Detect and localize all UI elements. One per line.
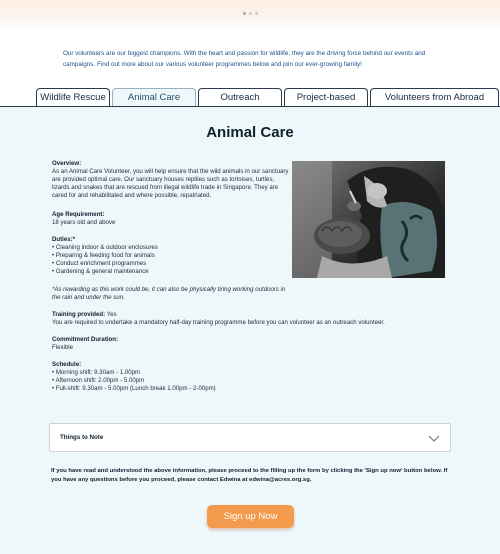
tab-animal-care[interactable]: Animal Care: [112, 88, 196, 106]
age-text: 18 years old and above: [52, 219, 116, 227]
carousel-dot[interactable]: [255, 12, 258, 15]
duties-heading: Duties:*: [52, 236, 76, 243]
schedule-item: • Afternoon shift: 2.00pm - 5.00pm: [52, 377, 145, 385]
tab-volunteers-abroad[interactable]: Volunteers from Abroad: [370, 88, 499, 106]
training-text: You are required to undertake a mandatory half-day training programme before you can volunteer as an outreach volunteer.: [52, 319, 385, 327]
volunteer-feeding-turtle-photo: [292, 161, 445, 278]
chevron-down-icon[interactable]: [428, 433, 440, 443]
age-heading: Age Requirement:: [52, 211, 105, 218]
commitment-text: Flexible: [52, 344, 73, 352]
carousel-dot[interactable]: [249, 12, 252, 15]
signup-instructions: If you have read and understood the above information, please proceed to the filling up the form by clicking the 'Sign up now' button below. If you have any questions before you proceed, please contact Edwina at edwina@acres.org.sg.: [51, 468, 448, 483]
overview-heading: Overview:: [52, 160, 82, 167]
overview-text: As an Animal Care Volunteer, you will help ensure that the wild animals in our sanctuary are provided optimal care. Our sanctuary houses reptiles such as tortoises, turtles, lizards and snakes that are rescued from illegal wildlife trade in Singapore. They are cared for and rehabilitated and where possible, repatriated.: [52, 168, 289, 200]
commitment-heading: Commitment Duration:: [52, 336, 119, 343]
tab-outreach[interactable]: Outreach: [198, 88, 282, 106]
carousel-dot[interactable]: [243, 12, 246, 15]
duty-item: • Cleaning indoor & outdoor enclosures: [52, 244, 158, 252]
photo-illustration: [292, 161, 445, 278]
top-banner: [0, 0, 500, 28]
schedule-section: [52, 361, 292, 393]
commitment-section: [52, 336, 292, 352]
schedule-item: • Full-shift: 9.30am - 5.00pm (Lunch break 1.00pm - 2-00pm): [52, 385, 216, 393]
accordion-label: Things to Note: [60, 434, 104, 441]
intro-text: Our volunteers are our biggest champions. With the heart and passion for wildlife, they are the driving force behind our events and campaigns. Find out more about our various volunteer programmes below and join our ever-growing family!: [63, 50, 426, 68]
training-value: Yes: [105, 311, 117, 318]
panel-title: Animal Care: [206, 124, 294, 141]
things-to-note-accordion[interactable]: [49, 423, 451, 452]
duty-item: • Gardening & general maintenance: [52, 268, 149, 276]
sign-up-now-button[interactable]: Sign up Now: [207, 505, 294, 528]
tab-wildlife-rescue[interactable]: Wildlife Rescue: [36, 88, 110, 106]
schedule-item: • Morning shift: 9.30am - 1.00pm: [52, 369, 141, 377]
program-tabs: [36, 88, 485, 106]
tab-project-based[interactable]: Project-based: [284, 88, 368, 106]
training-heading: Training provided:: [52, 311, 106, 318]
carousel-dots[interactable]: [243, 12, 258, 15]
duties-note-text: *As rewarding as this work could be, it can also be physically tiring working outdoors in the rain and under the sun.: [52, 286, 286, 302]
schedule-heading: Schedule:: [52, 361, 82, 368]
duties-note: [52, 286, 292, 302]
duties-section: [52, 236, 292, 276]
age-section: [52, 211, 292, 227]
duty-item: • Preparing & feeding food for animals: [52, 252, 155, 260]
overview-section: [52, 160, 292, 200]
training-section: [52, 311, 442, 327]
duty-item: • Conduct enrichment programmes: [52, 260, 147, 268]
